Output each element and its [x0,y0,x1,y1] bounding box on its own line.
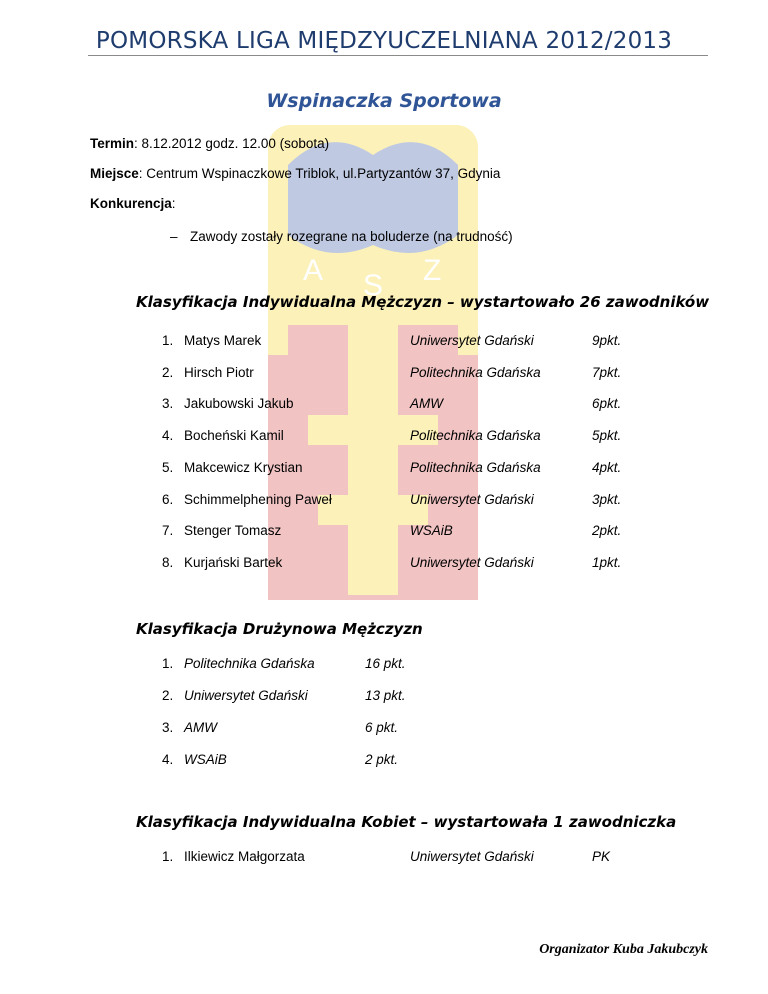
table-row [0,523,768,543]
rank-number: 2. [162,364,174,380]
table-row [0,492,768,512]
rank-number: 8. [162,554,174,570]
competitor-name: Makcewicz Krystian [184,459,303,475]
points: 7pkt. [592,364,622,380]
table-row [0,752,768,772]
competitor-name: Kurjański Bartek [184,554,283,570]
women-individual-heading: Klasyfikacja Indywidualna Kobiet – wystartowała 1 zawodniczka [136,813,677,831]
termin-label: Termin [90,136,135,151]
header-divider [88,55,708,56]
event-title: Wspinaczka Sportowa [266,90,502,112]
team-name: Uniwersytet Gdański [410,333,534,348]
bullet-marker: – [170,229,178,244]
miejsce-line [90,166,500,181]
rank-number: 1. [162,656,174,671]
points: 4pkt. [592,459,622,475]
points: 2pkt. [592,523,622,539]
termin-value: : 8.12.2012 godz. 12.00 (sobota) [134,136,330,151]
team-name: WSAiB [184,752,227,767]
table-row [0,365,768,385]
crest-letter-z: Z [423,254,442,287]
rank-number: 1. [162,849,174,864]
rank-number: 3. [162,720,174,735]
crest-letter-s: S [363,269,384,302]
competitor-name: Ilkiewicz Małgorzata [184,849,305,864]
miejsce-value: : Centrum Wspinaczkowe Triblok, ul.Partyzantów 37, Gdynia [138,166,501,181]
rank-number: 2. [162,688,174,703]
table-row [0,460,768,480]
team-name: Politechnika Gdańska [410,364,541,380]
men-team-heading: Klasyfikacja Drużynowa Mężczyzn [136,620,423,638]
points: 6pkt. [592,396,622,412]
rank-number: 7. [162,523,174,539]
team-name: Politechnika Gdańska [410,428,541,444]
competitor-name: Jakubowski Jakub [184,396,294,412]
table-row [0,428,768,448]
points: 1pkt. [592,554,622,570]
competitor-name: Matys Marek [184,333,262,348]
table-row [0,688,768,708]
team-name: Politechnika Gdańska [184,656,315,671]
konkurencja-label: Konkurencja [90,196,172,211]
points: 16 pkt. [365,656,406,671]
table-row [0,555,768,575]
points: 9pkt. [592,333,622,348]
konkurencja-value: : [171,196,176,211]
points: 13 pkt. [365,688,406,703]
competitor-name: Bocheński Kamil [184,428,284,444]
team-name: WSAiB [410,523,453,539]
rank-number: 1. [162,333,174,348]
table-row [0,333,768,353]
team-name: Uniwersytet Gdański [410,491,534,507]
competitor-name: Hirsch Piotr [184,364,254,380]
rank-number: 4. [162,752,174,767]
competitor-name: Stenger Tomasz [184,523,282,539]
points: 3pkt. [592,491,622,507]
rank-number: 6. [162,491,174,507]
rank-number: 5. [162,459,174,475]
table-row [0,720,768,740]
rank-number: 3. [162,396,174,412]
rank-number: 4. [162,428,174,444]
points: 2 pkt. [365,752,399,767]
competitor-name: Schimmelphening Paweł [184,491,332,507]
konkurencja-line [90,196,176,211]
organizer-signature: Organizator Kuba Jakubczyk [539,942,708,957]
crest-letter-a: A [303,254,324,287]
points: 6 pkt. [365,720,399,735]
table-row [0,396,768,416]
men-individual-heading: Klasyfikacja Indywidualna Mężczyzn – wystartowało 26 zawodników [136,293,710,311]
points: PK [592,849,611,864]
team-name: AMW [410,396,443,412]
league-header: POMORSKA LIGA MIĘDZYUCZELNIANA 2012/2013 [95,28,673,54]
team-name: Uniwersytet Gdański [410,554,534,570]
team-name: Uniwersytet Gdański [410,849,534,864]
miejsce-label: Miejsce [90,166,139,181]
table-row [0,656,768,676]
table-row [0,849,768,869]
competition-note: Zawody zostały rozegrane na boluderze (na trudność) [190,229,513,244]
team-name: Uniwersytet Gdański [184,688,308,703]
team-name: Politechnika Gdańska [410,459,541,475]
team-name: AMW [184,720,217,735]
termin-line [90,136,329,151]
points: 5pkt. [592,428,622,444]
